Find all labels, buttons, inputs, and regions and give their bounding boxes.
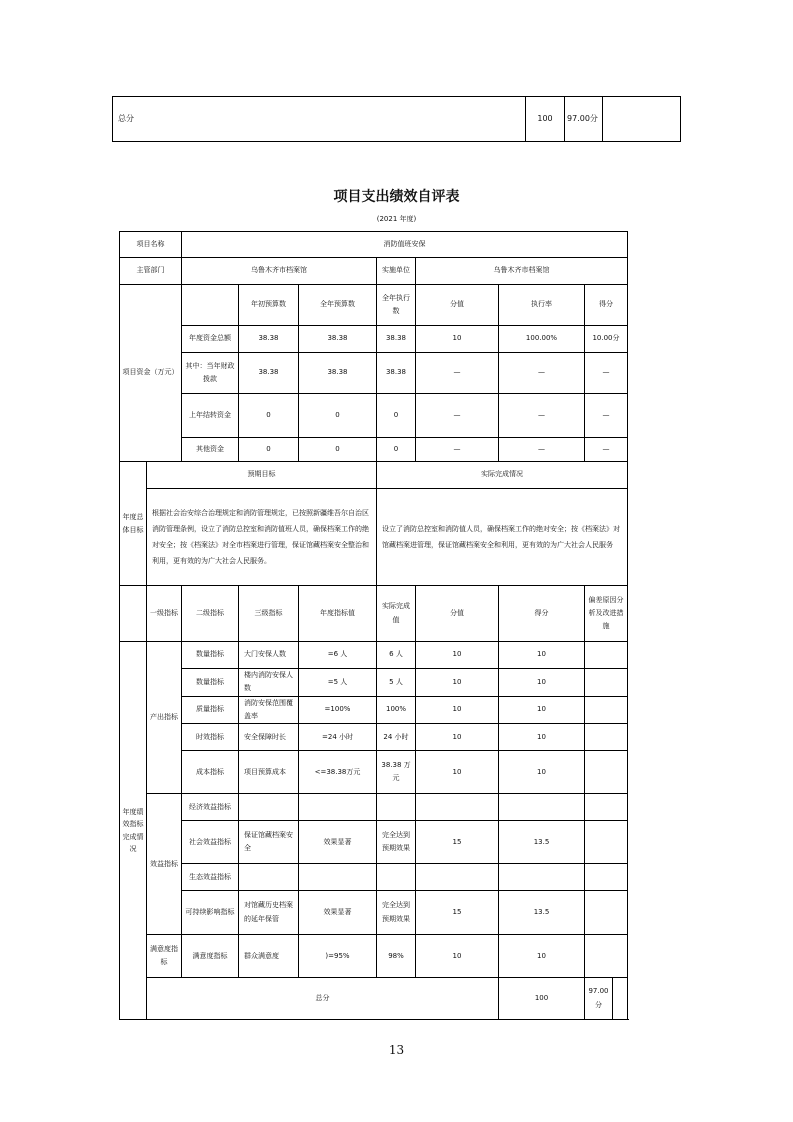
score-cell: 10 <box>499 669 585 697</box>
total-full: 100 <box>499 978 585 1020</box>
top-total-remark <box>603 97 681 142</box>
funds-carryover-rate: — <box>499 394 585 438</box>
funds-carryover-score: — <box>585 394 628 438</box>
level3-cell: 安全保障时长 <box>239 724 299 751</box>
goals-expected-text: 根据社会治安综合治理规定和消防管理规定，已按照新疆维吾尔自治区消防管理条例，设立了消防总控室和消防值班人员，确保档案工作的绝对安全；按《档案法》对全市档案进行管理，保证馆藏档案安全整治和利用，更有效的为广大社会人民服务。 <box>147 489 377 586</box>
funds-carryover-full-year: 0 <box>299 394 377 438</box>
header-level3: 三级指标 <box>239 586 299 642</box>
funds-header-rate: 执行率 <box>499 285 585 326</box>
top-total-full: 100 <box>526 97 565 142</box>
funds-header-executed: 全年执行数 <box>377 285 416 326</box>
funds-other-score: — <box>585 438 628 462</box>
funds-label: 项目资金（万元） <box>120 285 182 462</box>
actual-cell: 38.38 万元 <box>377 751 416 794</box>
level3-cell: 项目预算成本 <box>239 751 299 794</box>
funds-carryover-initial: 0 <box>239 394 299 438</box>
table-row <box>120 642 628 669</box>
page-title: 项目支出绩效自评表 <box>333 189 460 205</box>
dept-row <box>120 258 628 285</box>
unit-label: 实施单位 <box>377 258 416 285</box>
score-cell: 13.5 <box>499 891 585 935</box>
header-remark: 偏差原因分析及改进措施 <box>585 586 628 642</box>
table-row <box>120 669 628 697</box>
score-cell: 10 <box>499 642 585 669</box>
group-satisfaction-label: 满意度指标 <box>147 935 182 978</box>
funds-fiscal-score-value: — <box>416 353 499 394</box>
table-row <box>120 696 628 724</box>
project-name-label: 项目名称 <box>120 232 182 258</box>
funds-other-executed: 0 <box>377 438 416 462</box>
level3-cell: 楼内消防安保人数 <box>239 669 299 697</box>
funds-other-row <box>120 438 628 462</box>
goals-actual-header: 实际完成情况 <box>377 462 628 489</box>
score-cell: 10 <box>499 696 585 724</box>
funds-fiscal-executed: 38.38 <box>377 353 416 394</box>
funds-fiscal-score: — <box>585 353 628 394</box>
funds-other-initial: 0 <box>239 438 299 462</box>
group-benefit-label: 效益指标 <box>147 794 182 935</box>
score-value-cell: 10 <box>416 751 499 794</box>
dept-label: 主管部门 <box>120 258 182 285</box>
funds-total-initial: 38.38 <box>239 326 299 353</box>
target-cell <box>299 794 377 821</box>
evaluation-table <box>119 231 628 1020</box>
target-cell: =100% <box>299 696 377 724</box>
table-row <box>120 794 628 821</box>
funds-total-executed: 38.38 <box>377 326 416 353</box>
actual-cell: 100% <box>377 696 416 724</box>
total-label: 总分 <box>147 978 499 1020</box>
header-level1: 一级指标 <box>147 586 182 642</box>
remark-cell <box>585 935 628 978</box>
funds-carryover-executed: 0 <box>377 394 416 438</box>
level2-cell: 数量指标 <box>182 642 239 669</box>
target-cell: <=38.38万元 <box>299 751 377 794</box>
page-subtitle: (2021 年度) <box>376 215 417 223</box>
funds-fiscal-full-year: 38.38 <box>299 353 377 394</box>
header-score-value: 分值 <box>416 586 499 642</box>
level2-cell: 时效指标 <box>182 724 239 751</box>
actual-cell: 98% <box>377 935 416 978</box>
funds-header-initial: 年初预算数 <box>239 285 299 326</box>
table-row <box>120 935 628 978</box>
target-cell: 效果显著 <box>299 891 377 935</box>
unit-value: 乌鲁木齐市档案馆 <box>416 258 628 285</box>
funds-other-label: 其他资金 <box>182 438 239 462</box>
target-cell <box>299 864 377 891</box>
goals-label: 年度总体目标 <box>120 462 147 586</box>
level2-cell: 生态效益指标 <box>182 864 239 891</box>
score-value-cell: 10 <box>416 935 499 978</box>
actual-cell: 完全达到预期效果 <box>377 891 416 935</box>
funds-header-score-value: 分值 <box>416 285 499 326</box>
funds-total-score: 10.00分 <box>585 326 628 353</box>
score-value-cell <box>416 794 499 821</box>
level2-cell: 经济效益指标 <box>182 794 239 821</box>
score-cell <box>499 794 585 821</box>
header-actual: 实际完成值 <box>377 586 416 642</box>
table-row <box>120 864 628 891</box>
score-value-cell: 10 <box>416 642 499 669</box>
goals-expected-header: 预期目标 <box>147 462 377 489</box>
top-total-label: 总分 <box>113 97 526 142</box>
score-cell: 10 <box>499 724 585 751</box>
target-cell: =6 人 <box>299 642 377 669</box>
remark-cell <box>585 669 628 697</box>
score-value-cell: 15 <box>416 821 499 864</box>
funds-carryover-label: 上年结转资金 <box>182 394 239 438</box>
target-cell: =5 人 <box>299 669 377 697</box>
level3-cell: 保证馆藏档案安全 <box>239 821 299 864</box>
funds-total-full-year: 38.38 <box>299 326 377 353</box>
header-score: 得分 <box>499 586 585 642</box>
page-number: 13 <box>388 1043 405 1057</box>
actual-cell: 完全达到预期效果 <box>377 821 416 864</box>
funds-carryover-score-value: — <box>416 394 499 438</box>
level2-cell: 数量指标 <box>182 669 239 697</box>
score-cell: 10 <box>499 935 585 978</box>
score-value-cell: 10 <box>416 696 499 724</box>
remark-cell <box>585 724 628 751</box>
indicators-section-label: 年度绩效指标完成情况 <box>120 642 147 1020</box>
table-row <box>120 751 628 794</box>
header-target: 年度指标值 <box>299 586 377 642</box>
funds-fiscal-initial: 38.38 <box>239 353 299 394</box>
level3-cell: 群众满意度 <box>239 935 299 978</box>
remark-cell <box>585 751 628 794</box>
top-total-table <box>112 96 681 142</box>
remark-cell <box>585 642 628 669</box>
goals-content-row <box>120 489 628 586</box>
level3-cell <box>239 864 299 891</box>
goals-header-row <box>120 462 628 489</box>
actual-cell <box>377 794 416 821</box>
level2-cell: 成本指标 <box>182 751 239 794</box>
funds-header-row <box>120 285 628 326</box>
actual-cell: 6 人 <box>377 642 416 669</box>
remark-cell <box>585 891 628 935</box>
remark-cell <box>585 696 628 724</box>
funds-total-rate: 100.00% <box>499 326 585 353</box>
funds-carryover-row <box>120 394 628 438</box>
funds-total-label: 年度资金总额 <box>182 326 239 353</box>
remark-cell <box>585 821 628 864</box>
score-cell <box>499 864 585 891</box>
score-cell: 13.5 <box>499 821 585 864</box>
top-total-score: 97.00分 <box>565 97 603 142</box>
header-level2: 二级指标 <box>182 586 239 642</box>
table-row <box>120 821 628 864</box>
indicators-header-blank <box>120 586 147 642</box>
funds-header-score: 得分 <box>585 285 628 326</box>
actual-cell <box>377 864 416 891</box>
funds-fiscal-label: 其中：当年财政拨款 <box>182 353 239 394</box>
level2-cell: 社会效益指标 <box>182 821 239 864</box>
remark-cell <box>585 794 628 821</box>
actual-cell: 24 小时 <box>377 724 416 751</box>
target-cell: 效果显著 <box>299 821 377 864</box>
score-value-cell: 10 <box>416 724 499 751</box>
funds-total-row <box>120 326 628 353</box>
funds-other-rate: — <box>499 438 585 462</box>
group-output-label: 产出指标 <box>147 642 182 794</box>
funds-header-blank <box>182 285 239 326</box>
level2-cell: 满意度指标 <box>182 935 239 978</box>
level3-cell: 对馆藏历史档案的延年保管 <box>239 891 299 935</box>
funds-total-score-value: 10 <box>416 326 499 353</box>
funds-other-full-year: 0 <box>299 438 377 462</box>
project-name-row <box>120 232 628 258</box>
total-score: 97.00分 <box>585 978 613 1020</box>
level3-cell: 大门安保人数 <box>239 642 299 669</box>
remark-cell <box>585 864 628 891</box>
score-value-cell: 10 <box>416 669 499 697</box>
funds-fiscal-row <box>120 353 628 394</box>
table-row <box>120 891 628 935</box>
level3-cell <box>239 794 299 821</box>
funds-other-score-value: — <box>416 438 499 462</box>
target-cell: =24 小时 <box>299 724 377 751</box>
total-row <box>120 978 628 1020</box>
total-remark <box>613 978 628 1020</box>
score-value-cell <box>416 864 499 891</box>
level3-cell: 消防安保范围覆盖率 <box>239 696 299 724</box>
level2-cell: 质量指标 <box>182 696 239 724</box>
funds-header-full-year: 全年预算数 <box>299 285 377 326</box>
indicators-header-row <box>120 586 628 642</box>
target-cell: )=95% <box>299 935 377 978</box>
funds-fiscal-rate: — <box>499 353 585 394</box>
actual-cell: 5 人 <box>377 669 416 697</box>
project-name-value: 消防值班安保 <box>182 232 628 258</box>
score-value-cell: 15 <box>416 891 499 935</box>
score-cell: 10 <box>499 751 585 794</box>
table-row <box>120 724 628 751</box>
dept-value: 乌鲁木齐市档案馆 <box>182 258 377 285</box>
level2-cell: 可持续影响指标 <box>182 891 239 935</box>
goals-actual-text: 设立了消防总控室和消防值人员，确保档案工作的绝对安全；按《档案法》对馆藏档案进管理，保证馆藏档案安全和利用，更有效的为广大社会人民服务 <box>377 489 628 586</box>
